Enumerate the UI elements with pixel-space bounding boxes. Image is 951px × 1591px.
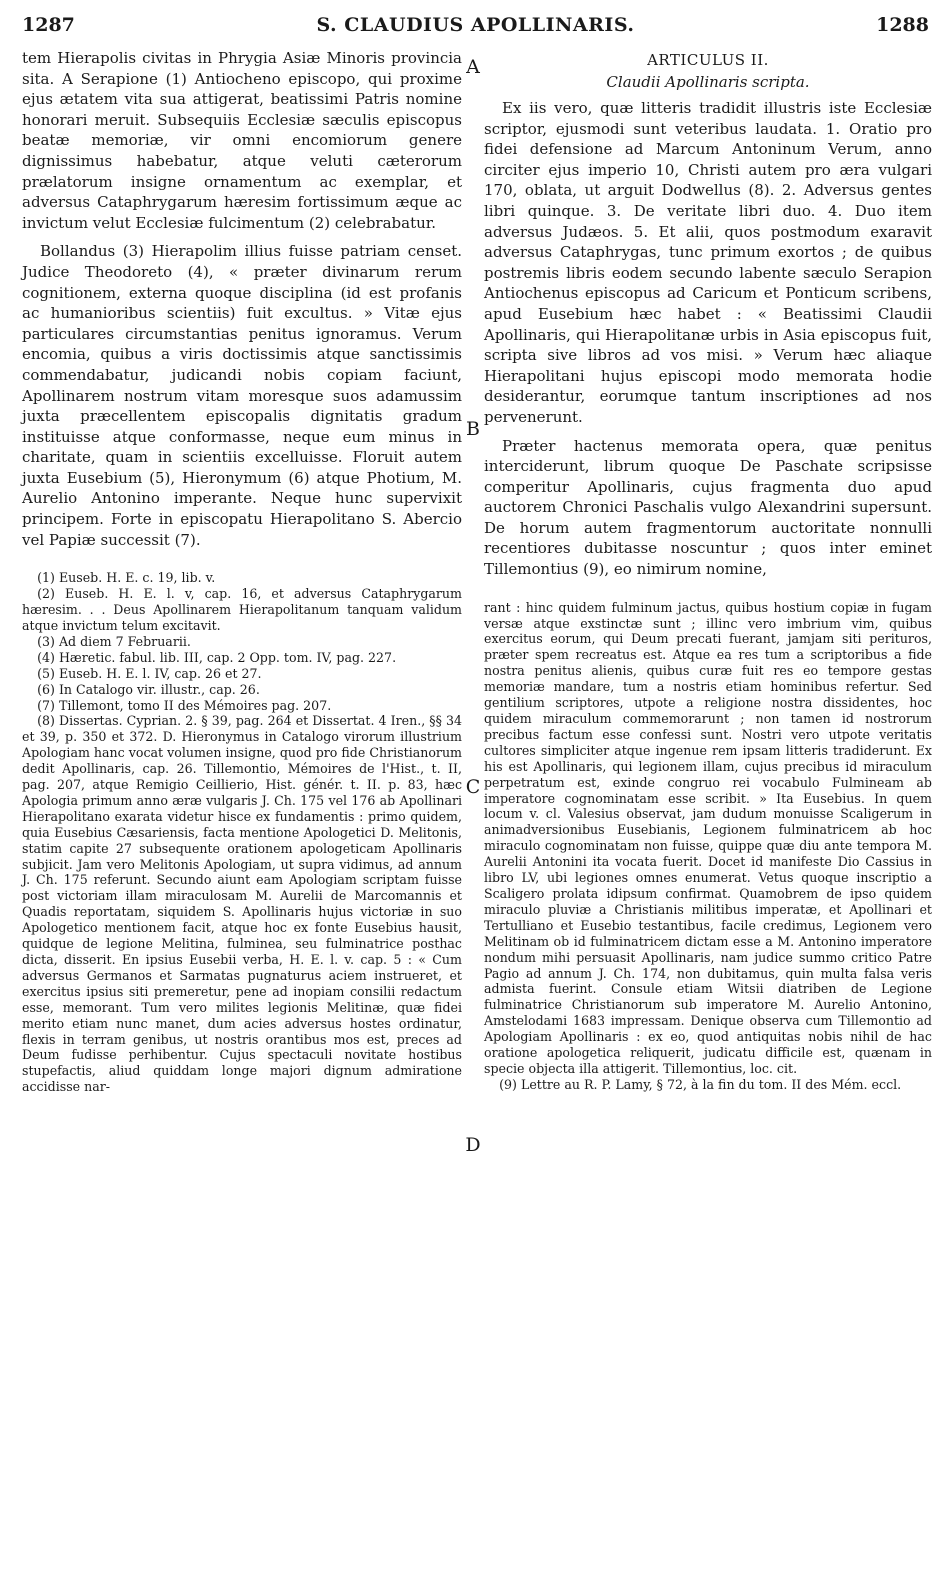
margin-mark-a: A: [466, 56, 480, 78]
footnote: (7) Tillemont, tomo II des Mémoires pag. 207.: [37, 697, 332, 713]
footnote: (1) Euseb. H. E. c. 19, lib. v.: [37, 570, 216, 586]
footnote: (4) Hæretic. fabul. lib. III, cap. 2 Opp. tom. IV, pag. 227.: [37, 649, 397, 665]
footnote: (8) Dissertas. Cyprian. 2. § 39, pag. 264 et Dissertat. 4 Iren., §§ 34 et 39, p. 350 et 372. D. Hieronymus in Catalogo virorum illustrium Apologiam hanc vocat volumen insigne, quod pro fide Christianorum dedit Apollinaris, cap. 26. Tillemontio, Mémoires de l'Hist., t. II, pag. 207, atque Remigio Ceillierio, Hist. génér. t. II. p. 83, hæc Apologia primum anno æræ vulgaris J. Ch. 175 vel 176 ab Apollinari Hierapolitano exarata videtur hisce ex fundamentis : primo quidem, quia Eusebius Cæsariensis, facta mentione Apologetici D. Melitonis, statim capite 27 subsequente orationem apologeticam Apollinaris subjicit. Jam vero Melitonis Apologiam, ut supra vidimus, ad annum J. Ch. 175 referunt. Secundo aiunt eam Apologiam scriptam fuisse post victoriam illam miraculosam M. Aurelii de Marcomannis et Quadis reportatam, siquidem S. Apollinaris hujus victoriæ in suo Apologetico mentionem facit, atque hoc ex fonte Eusebius hausit, quidque de legione Melitina, fulminea, seu fulminatrice posthac dicta, disserit. En ipsius Eusebii verba, H. E. l. v. cap. 5 : « Cum adversus Germanos et Sarmatas pugnaturus aciem instrueret, et exercitus ipsius siti premeretur, pene ad inopiam consilii redactum esse, memorant. Tum vero milites legionis Melitinæ, quæ fidei merito etiam nunc manet, dum acies adversus hostes ordinatur, flexis in terram genibus, ut nostris orantibus mos est, preces ad Deum fudisse perhibentur. Cujus spectaculi novitate hostibus stupefactis, aliud quiddam longe majori dignum admiratione accidisse nar-: [22, 713, 462, 1095]
body-paragraph: tem Hierapolis civitas in Phrygia Asiæ Minoris provincia sita. A Serapione (1) Antiocheno episcopo, qui proxime ejus ætatem vita sua attigerat, beatissimi Patris nomine honorari meruit. Subsequiis Ecclesiæ sæculis episcopus beatæ memoriæ, vir omni encomiorum genere dignissimus habebatur, atque veluti cæterorum prælatorum insigne ornamentum ac exemplar, et adversus Cataphrygarum hæresim fortissimum æque ac invictum velut Ecclesiæ fulcimentum (2) celebrabatur.: [22, 49, 462, 232]
margin-mark-d: D: [465, 1134, 481, 1156]
article-subheading: Claudii Apollinaris scripta.: [606, 73, 810, 91]
footnote: (3) Ad diem 7 Februarii.: [37, 633, 191, 649]
body-paragraph: Præter hactenus memorata opera, quæ penitus interciderunt, librum quoque De Paschate scripsisse comperitur Apollinaris, cujus fragmenta duo apud auctorem Chronici Paschalis vulgo Alexandrini supersunt. De horum autem fragmentorum auctoritate nonnulli recentiores dubitasse noscuntur ; quos inter eminet Tillemontius (9), eo nimirum nomine,: [484, 436, 932, 579]
article-heading: ARTICULUS II.: [647, 51, 769, 69]
page-column-number-right: 1288: [876, 14, 929, 36]
footnote: (2) Euseb. H. E. l. v, cap. 16, et adversus Cataphrygarum hæresim. . . Deus Apollinarem Hierapolitanum tanquam validum atque invictum telum excitavit.: [22, 586, 462, 633]
margin-mark-b: B: [466, 418, 480, 440]
footnote: (9) Lettre au R. P. Lamy, § 72, à la fin du tom. II des Mém. eccl.: [499, 1076, 902, 1092]
footnote-continuation: rant : hinc quidem fulminum jactus, quibus hostium copiæ in fugam versæ atque exstinctæ sunt ; illinc vero imbrium vim, quibus exercitus eorum, qui Deum precati fuerant, jamjam siti perituros, præter spem recreatus est. Atque ea res tum a scriptoribus a fide nostra penitus alienis, quibus curæ fuit res eo tempore gestas memoriæ mandare, tum a nostris etiam hominibus refertur. Sed gentilium scriptores, utpote a religione nostra dissidentes, hoc quidem miraculum commemorarunt ; non tamen id nostrorum precibus factum esse confessi sunt. Nostri vero utpote veritatis cultores simpliciter atque ingenue rem ipsam litteris tradiderunt. Ex his est Apollinaris, qui legionem illam, cujus precibus id miraculum perpetratum est, exinde congruo rei vocabulo Fulminеam ab imperatore cognominatam esse scribit. » Ita Eusebius. In quem locum v. cl. Valesius observat, jam dudum monuisse Scaligerum in animadversionibus Eusebianis, Legionem fulminatricem ab hoc miraculo cognominatam non fuisse, quippe quæ diu ante tempora M. Aurelii Antonini ita vocata fuerit. Docet id manifeste Dio Cassius in libro LV, ubi legiones omnes enumerat. Vetus quoque inscriptio a Scaligero prolata idipsum confirmat. Quamobrem de ipso quidem miraculo pluviæ a Christianis militibus imperatæ, et Apollinari et Tertulliano et Eusebio testantibus, facile credimus, Legionem vero Melitinam ob id fulminatricem dictam esse a M. Antonino imperatore nondum mihi persuasit Apollinaris, nam judice summo critico Patre Pagio ad annum J. Ch. 174, non dubitamus, quin multa falsa veris admista fuerint. Consule etiam Witsii diatriben de Legione fulminatrice Christianorum sub imperatore M. Aurelio Antonino, Amstelodami 1683 impressam. Denique observa cum Tillemontio ad Apologiam Apollinaris : ex eo, quod antiquitas nobis nihil de hac oratione apologetica reliquerit, judicatu difficile est, quænam in specie objecta illa attigerit. Tillemontius, loc. cit.: [484, 599, 932, 1076]
body-paragraph: Ex iis vero, quæ litteris tradidit illustris iste Ecclesiæ scriptor, ejusmodi sunt veteribus laudata. 1. Oratio pro fidei defensione ad Marcum Antoninum Verum, anno circiter ejus imperio 10, Christi autem pro æra vulgari 170, oblata, ut arguit Dodwellus (8). 2. Adversus gentes libri quinque. 3. De veritate libri duo. 4. Duo item adversus Judæos. 5. Et alii, quos postmodum exaravit adversus Cataphrygas, tunc primum exortos ; de quibus postremis libris eodem secundo labente sæculo Serapion Antiochenus episcopus ad Caricum et Ponticum scribens, apud Eusebium hæc habet : « Beatissimi Claudii Apollinaris, qui Hierapolitanæ urbis in Asia episcopus fuit, scripta sive libros ad vos misi. » Verum hæc aliaque Hierapolitani hujus episcopi modo memorata hodie desiderantur, eorumque tantum inscriptiones ad nos pervenerunt.: [484, 99, 932, 426]
footnote: (6) In Catalogo vir. illustr., cap. 26.: [37, 681, 260, 697]
page-column-number-left: 1287: [22, 14, 75, 36]
left-column: [22, 48, 462, 1095]
body-paragraph: Bollandus (3) Hierapolim illius fuisse patriam censet. Judice Theodoreto (4), « præter divinarum rerum cognitionem, externa quoque disciplina (id est profanis ac humanioribus scientiis) fuit excultus. » Vitæ ejus particulares circumstantias penitus ignoramus. Verum encomia, quibus a viris doctissimis atque sanctissimis commendabatur, judicandi nobis copiam faciunt, Apollinarem nostrum vitam moresque suos adamussim juxta præcellentem episcopalis dignitatis gradum instituisse atque conformasse, neque eum minus in charitate, quam in scientiis excelluisse. Floruit autem juxta Eusebium (5), Hieronymum (6) atque Photium, M. Aurelio Antonino imperante. Neque hunc supervixit principem. Forte in episcopatu Hierapolitano S. Abercio vel Papiæ successit (7).: [22, 242, 462, 549]
running-title: S. CLAUDIUS APOLLINARIS.: [316, 14, 635, 36]
margin-mark-c: C: [465, 776, 481, 798]
right-column: [484, 48, 932, 1093]
footnote: (5) Euseb. H. E. l. IV, cap. 26 et 27.: [37, 665, 262, 681]
